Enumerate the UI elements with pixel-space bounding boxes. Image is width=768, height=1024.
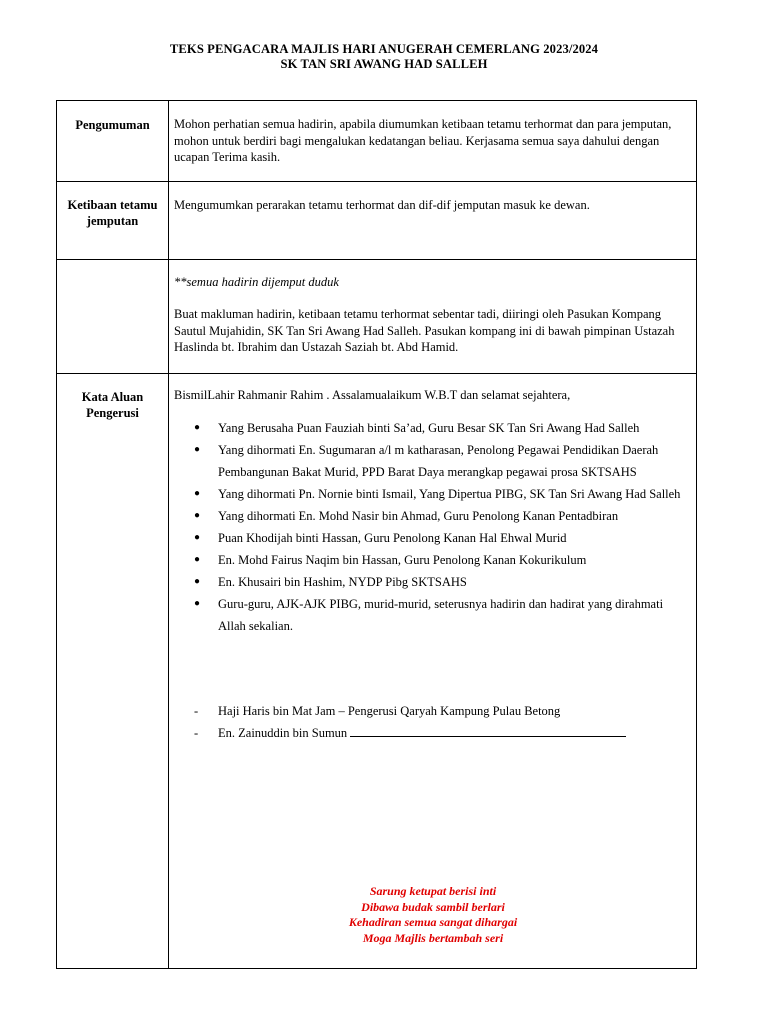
pengumuman-text: Mohon perhatian semua hadirin, apabila diumumkan ketibaan tetamu terhormat dan para jemputan, mohon untuk berdiri bagi mengalukan kedatangan beliau. Kerjasama semua saya dahului dengan ucapan Terima kasih. xyxy=(174,117,672,164)
list-item: ● Yang dihormati En. Mohd Nasir bin Ahmad, Guru Penolong Kanan Pentadbiran xyxy=(194,509,619,523)
list-item: ● Puan Khodijah binti Hassan, Guru Penolong Kanan Hal Ehwal Murid xyxy=(194,531,567,545)
opening-greeting: BismilLahir Rahmanir Rahim . Assalamualaikum W.B.T dan selamat sejahtera, xyxy=(174,388,571,402)
school-name: SK TAN SRI AWANG HAD SALLEH xyxy=(280,57,488,71)
guest-dash-list xyxy=(194,700,688,744)
ketibaan-label: Ketibaan tetamu jemputan xyxy=(67,198,158,228)
list-item: ● En. Khusairi bin Hashim, NYDP Pibg SKTSAHS xyxy=(194,575,467,589)
row-divider xyxy=(57,181,696,182)
list-item: ● En. Mohd Fairus Naqim bin Hassan, Guru Penolong Kanan Kokurikulum xyxy=(194,553,587,567)
pantun-line: Sarung ketupat berisi inti xyxy=(369,884,497,898)
script-table xyxy=(56,100,697,969)
pengumuman-label: Pengumuman xyxy=(75,118,150,132)
row-divider xyxy=(57,373,696,374)
pantun-verse xyxy=(168,884,698,946)
list-item: - Haji Haris bin Mat Jam – Pengerusi Qaryah Kampung Pulau Betong xyxy=(194,704,561,718)
seating-note: **semua hadirin dijemput duduk xyxy=(174,275,339,289)
row-divider xyxy=(57,259,696,260)
honorifics-list xyxy=(194,417,688,637)
pantun-line: Dibawa budak sambil berlari xyxy=(361,899,505,914)
pantun-line: Kehadiran semua sangat dihargai xyxy=(348,915,518,929)
kata-aluan-label: Kata Aluan Pengerusi xyxy=(81,390,144,420)
blank-underline xyxy=(350,724,626,737)
list-item: ● Yang dihormati En. Sugumaran a/l m katharasan, Penolong Pegawai Pendidikan Daerah Pembangunan Bakat Murid, PPD Barat Daya merangkap pegawai prosa SKTSAHS xyxy=(194,443,659,479)
column-divider xyxy=(168,101,169,968)
ketibaan-text: Mengumumkan perarakan tetamu terhormat dan dif-dif jemputan masuk ke dewan. xyxy=(174,198,590,212)
list-item: ● Yang dihormati Pn. Nornie binti Ismail, Yang Dipertua PIBG, SK Tan Sri Awang Had Salleh xyxy=(194,487,681,501)
pantun-line: Moga Majlis bertambah seri xyxy=(362,930,504,945)
kompang-announcement: Buat makluman hadirin, ketibaan tetamu terhormat sebentar tadi, diiringi oleh Pasukan Kompang Sautul Mujahidin, SK Tan Sri Awang Had Salleh. Pasukan kompang ini di bawah pimpinan Ustazah Haslinda bt. Ibrahim dan Ustazah Saziah bt. Abd Hamid. xyxy=(174,307,675,354)
document-title: TEKS PENGACARA MAJLIS HARI ANUGERAH CEMERLANG 2023/2024 xyxy=(169,42,599,56)
list-item: ● Yang Berusaha Puan Fauziah binti Sa’ad, Guru Besar SK Tan Sri Awang Had Salleh xyxy=(194,421,640,435)
list-item: - En. Zainuddin bin Sumun xyxy=(218,722,688,744)
list-item: ● Guru-guru, AJK-AJK PIBG, murid-murid, seterusnya hadirin dan hadirat yang dirahmati Allah sekalian. xyxy=(194,597,664,633)
